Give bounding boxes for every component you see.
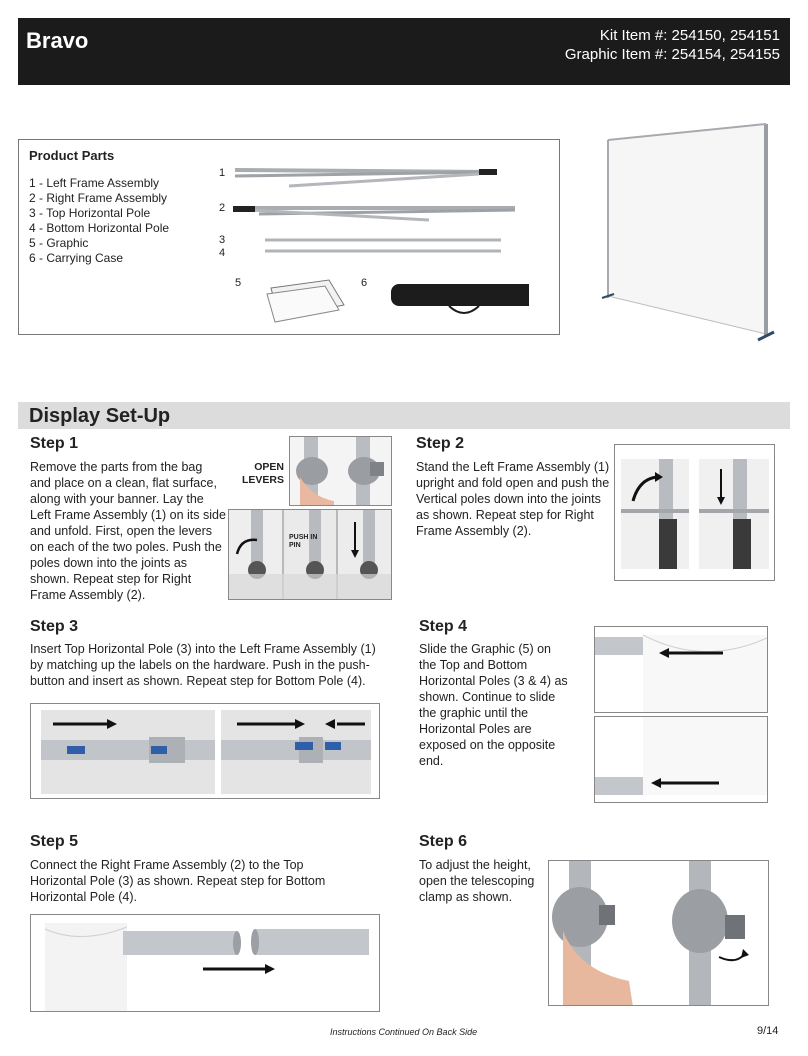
page-number: 9/14 bbox=[757, 1025, 779, 1037]
step-4-bottom-photo bbox=[594, 716, 768, 803]
step-4-title: Step 4 bbox=[419, 618, 468, 635]
step-4-top-photo bbox=[594, 626, 768, 713]
step-6-title: Step 6 bbox=[419, 833, 468, 850]
open-levers-callout: OPEN LEVERS bbox=[241, 461, 284, 486]
push-in-pin-callout: PUSH IN PIN bbox=[289, 534, 318, 549]
step-5-text: Connect the Right Frame Assembly (2) to the Top Horizontal Pole (3) as shown. Repeat step for Bottom Horizontal Pole (4). bbox=[30, 858, 326, 904]
list-item: 1 - Left Frame Assembly bbox=[29, 176, 160, 190]
step-6-photo bbox=[548, 860, 769, 1006]
step-3-photo bbox=[30, 703, 380, 799]
list-item: 5 - Graphic bbox=[29, 236, 89, 250]
step-1-lever-photo bbox=[289, 436, 392, 506]
part-label-1: 1 bbox=[219, 167, 226, 179]
brand-title: Bravo bbox=[26, 28, 89, 53]
list-item: 4 - Bottom Horizontal Pole bbox=[29, 221, 170, 235]
step-5-title: Step 5 bbox=[30, 833, 79, 850]
display-preview-illustration bbox=[598, 120, 780, 346]
header-bar bbox=[18, 18, 790, 85]
step-2-title: Step 2 bbox=[416, 435, 465, 452]
footer-note: Instructions Continued On Back Side bbox=[330, 1027, 478, 1037]
item-numbers bbox=[565, 26, 780, 64]
part-label-2: 2 bbox=[219, 202, 226, 214]
step-5-photo bbox=[30, 914, 380, 1012]
parts-list bbox=[29, 176, 169, 266]
step-1-text: Remove the parts from the bag and place on a clean, flat surface, along with your banner. Lay the Left Frame Assembly (1) on its side and unfold. First, open the levers on each of the two poles. Push the poles down into the joints as shown. Repeat step for Right Frame Assembly (2). bbox=[30, 460, 226, 602]
step-6-text: To adjust the height, open the telescoping clamp as shown. bbox=[419, 858, 535, 904]
product-parts-title: Product Parts bbox=[29, 148, 115, 163]
part-label-6: 6 bbox=[361, 277, 368, 289]
list-item: 2 - Right Frame Assembly bbox=[29, 191, 168, 205]
part-label-4: 4 bbox=[219, 247, 226, 259]
display-setup-section-bar bbox=[18, 402, 790, 429]
product-parts-box bbox=[18, 139, 560, 335]
step-4-text: Slide the Graphic (5) on the Top and Bottom Horizontal Poles (3 & 4) as shown. Continue to slide the graphic until the Horizontal Poles are exposed on the opposite end. bbox=[419, 642, 568, 768]
step-3-title: Step 3 bbox=[30, 618, 79, 635]
list-item: 3 - Top Horizontal Pole bbox=[29, 206, 151, 220]
part-label-5: 5 bbox=[235, 277, 242, 289]
list-item: 6 - Carrying Case bbox=[29, 251, 124, 265]
step-2-photo bbox=[614, 444, 775, 581]
parts-illustration bbox=[229, 160, 529, 330]
step-1-title: Step 1 bbox=[30, 435, 79, 452]
step-1-joints-photo bbox=[228, 509, 392, 600]
step-3-text: Insert Top Horizontal Pole (3) into the Left Frame Assembly (1) by matching up the labels on the hardware. Push in the push-button and insert as shown. Repeat step for Bottom Pole (4). bbox=[30, 642, 376, 688]
graphic-item-number: Graphic Item #: 254154, 254155 bbox=[564, 46, 780, 63]
kit-item-number: Kit Item #: 254150, 254151 bbox=[599, 27, 780, 44]
part-label-3: 3 bbox=[219, 234, 226, 246]
step-2-text: Stand the Left Frame Assembly (1) upright and fold open and push the Vertical poles down into the joints as shown. Repeat step for Right Frame Assembly (2). bbox=[416, 460, 610, 538]
section-title: Display Set-Up bbox=[29, 405, 171, 427]
